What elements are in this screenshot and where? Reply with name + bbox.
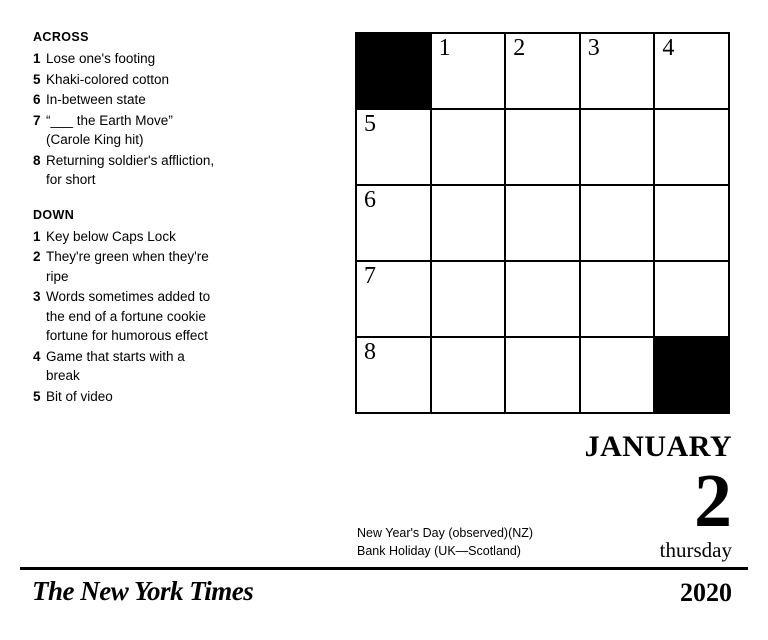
list-item (33, 347, 218, 386)
month-label: JANUARY (584, 430, 732, 463)
clue-number: 1 (33, 51, 41, 66)
list-item (33, 387, 218, 407)
grid-cell[interactable] (357, 338, 432, 414)
list-item (33, 70, 218, 90)
clue-text: Lose one's footing (46, 51, 156, 66)
nyt-masthead: The New York Times (32, 576, 254, 606)
grid-cell[interactable] (432, 186, 507, 262)
grid-cell[interactable] (655, 186, 730, 262)
grid-cell[interactable] (432, 110, 507, 186)
grid-cell[interactable] (432, 338, 507, 414)
cell-number: 8 (364, 339, 376, 365)
grid-cell[interactable] (506, 110, 581, 186)
clue-text: “___ the Earth Move” (Carole King hit) (46, 112, 173, 147)
list-item (33, 227, 218, 247)
clue-text: Game that starts with a break (46, 348, 185, 383)
grid-cell[interactable] (506, 34, 581, 110)
grid-cell[interactable] (432, 262, 507, 338)
clue-number: 4 (33, 348, 41, 364)
grid-cell (655, 338, 730, 414)
grid-cell[interactable] (357, 110, 432, 186)
grid-cell[interactable] (357, 262, 432, 338)
grid-cell[interactable] (506, 262, 581, 338)
grid-cell[interactable] (655, 110, 730, 186)
clue-number: 5 (33, 388, 41, 404)
clue-number: 8 (33, 152, 41, 168)
grid-cell[interactable] (506, 186, 581, 262)
grid-cell[interactable] (432, 34, 507, 110)
clue-number: 5 (33, 71, 41, 87)
list-item (33, 247, 218, 286)
list-item (33, 111, 218, 150)
clue-text: Returning soldier's affliction, for short (46, 152, 215, 187)
grid-cell[interactable] (655, 34, 730, 110)
cell-number: 3 (587, 35, 600, 61)
grid-cell[interactable] (506, 338, 581, 414)
day-number: 2 (694, 459, 732, 543)
clue-number: 3 (33, 289, 41, 304)
list-item (33, 49, 218, 69)
across-heading: ACROSS (33, 30, 89, 44)
grid-cell[interactable] (581, 34, 656, 110)
footer-divider (20, 567, 748, 570)
clue-number: 6 (33, 92, 41, 107)
clue-number: 1 (33, 228, 41, 244)
clue-text: Words sometimes added to the end of a fortune cookie fortune for humorous effect (46, 289, 211, 343)
cell-number: 2 (513, 35, 526, 61)
down-clue-list (33, 227, 333, 407)
weekday-label: thursday (659, 538, 732, 562)
crossword-grid[interactable] (355, 32, 730, 414)
cell-number: 1 (438, 35, 451, 61)
list-item (33, 90, 218, 110)
list-item (33, 151, 218, 190)
grid-cell[interactable] (581, 186, 656, 262)
cell-number: 7 (364, 263, 376, 289)
cell-number: 6 (364, 187, 376, 213)
clues-panel (33, 30, 333, 407)
grid-cell[interactable] (655, 262, 730, 338)
grid-cell[interactable] (581, 338, 656, 414)
clue-text: Bit of video (46, 388, 113, 404)
year-label: 2020 (680, 578, 732, 607)
list-item (33, 287, 218, 346)
holiday-notes (357, 524, 533, 560)
down-heading: DOWN (33, 207, 75, 222)
grid-cell[interactable] (581, 110, 656, 186)
clue-text: They're green when they're ripe (46, 249, 209, 284)
grid-cell (357, 34, 432, 110)
grid-cell[interactable] (357, 186, 432, 262)
clue-text: Khaki-colored cotton (46, 71, 170, 87)
holiday-line: New Year's Day (observed)(NZ) (357, 526, 534, 540)
clue-number: 7 (33, 112, 41, 128)
grid-cell[interactable] (581, 262, 656, 338)
across-clue-list (33, 49, 333, 190)
clue-text: Key below Caps Lock (46, 228, 176, 244)
clue-text: In-between state (46, 92, 146, 107)
clue-number: 2 (33, 249, 41, 264)
cell-number: 5 (364, 111, 376, 137)
cell-number: 4 (662, 35, 675, 61)
holiday-line: Bank Holiday (UK—Scotland) (357, 544, 521, 558)
